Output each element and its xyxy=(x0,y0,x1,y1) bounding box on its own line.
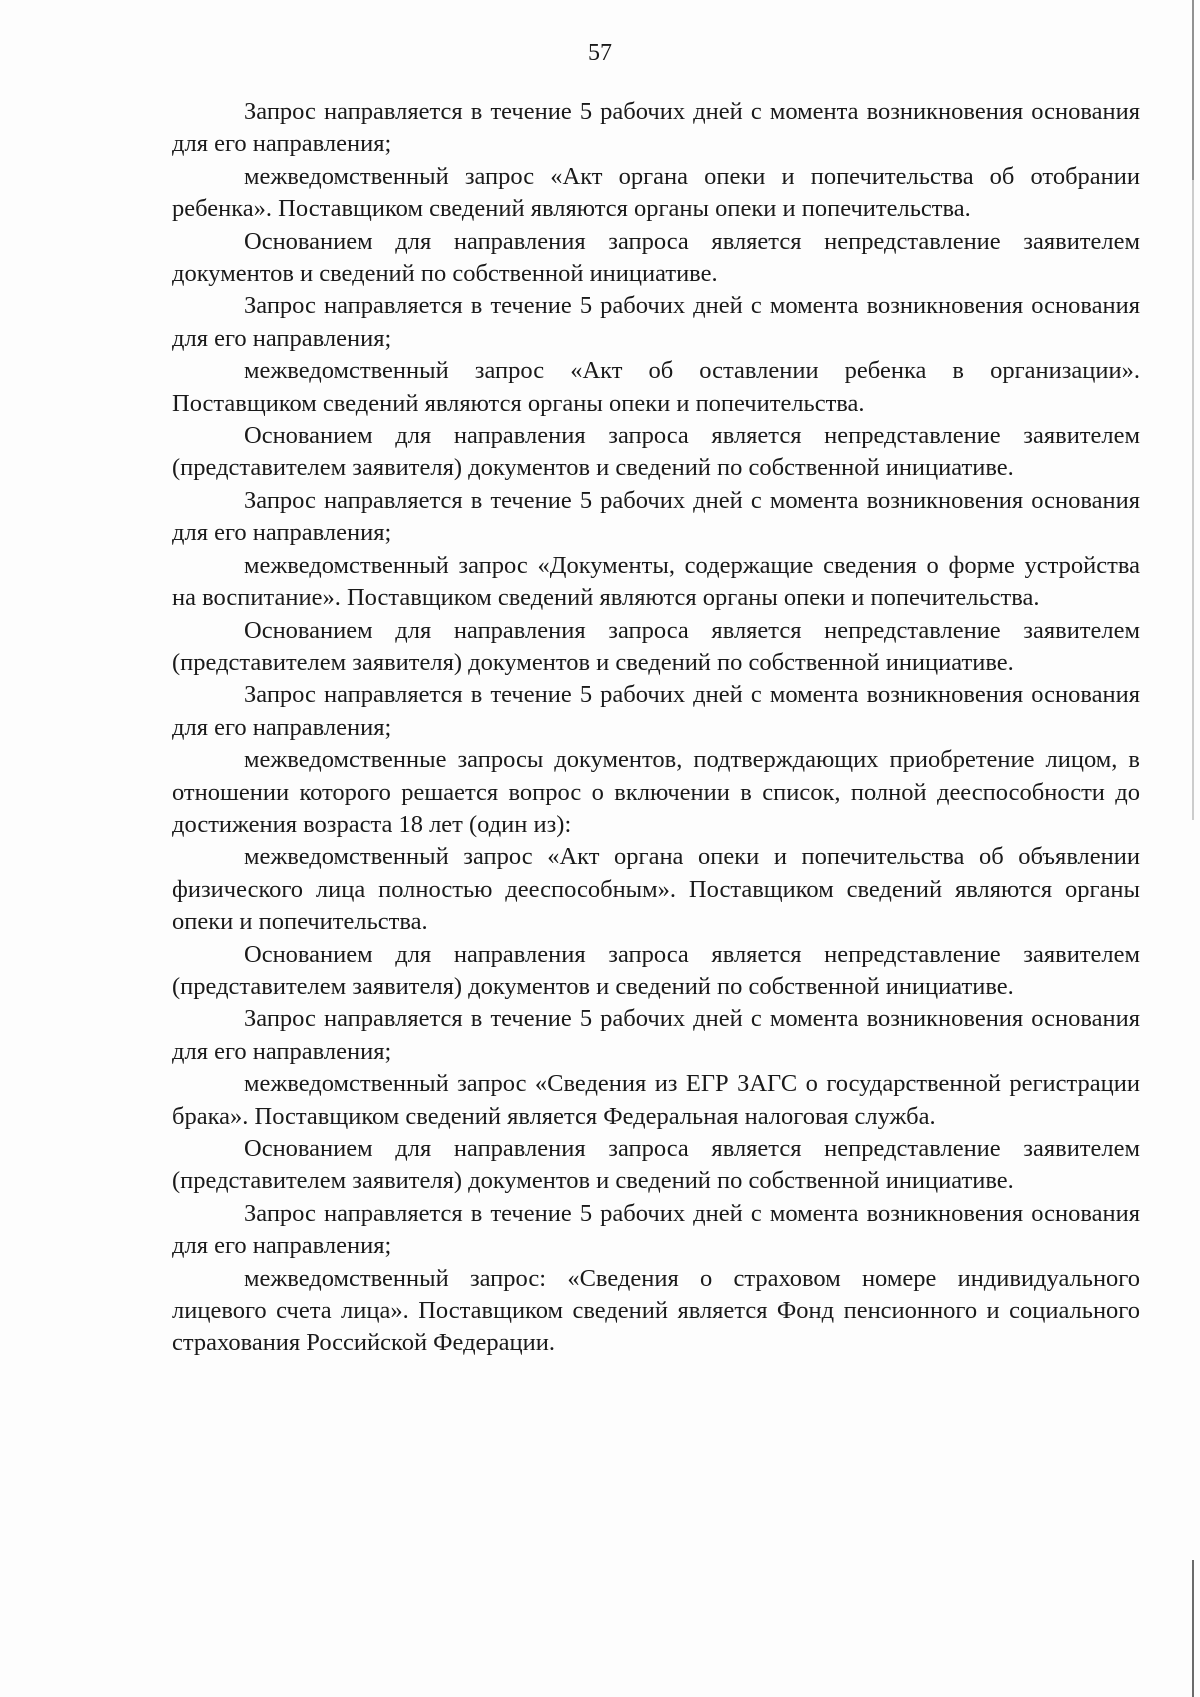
paragraph: межведомственный запрос: «Сведения о страховом номере индивидуального лицевого счета лица». Поставщиком сведений является Фонд пенсионного и социального страхования Российской Федерации. xyxy=(172,1264,1140,1357)
paragraph: Запрос направляется в течение 5 рабочих дней с момента возникновения основания для его направления; xyxy=(172,1005,1140,1065)
paragraph: межведомственный запрос «Документы, содержащие сведения о форме устройства на воспитание». Поставщиком сведений являются органы опеки и попечительства. xyxy=(172,551,1140,612)
paragraph: межведомственный запрос «Акт об оставлении ребенка в организации». Поставщиком сведений являются органы опеки и попечительства. xyxy=(172,357,1140,417)
paragraph: Запрос направляется в течение 5 рабочих дней с момента возникновения основания для его направления; xyxy=(172,681,1140,741)
scan-edge-mark xyxy=(1192,0,1194,180)
paragraph: межведомственный запрос «Акт органа опеки и попечительства об отобрании ребенка». Поставщиком сведений являются органы опеки и попечительства. xyxy=(172,162,1140,223)
paragraph: Запрос направляется в течение 5 рабочих дней с момента возникновения основания для его направления; xyxy=(172,1199,1140,1260)
paragraph: межведомственные запросы документов, подтверждающих приобретение лицом, в отношении которого решается вопрос о включении в список, полной дееспособности до достижения возраста 18 лет (один из): xyxy=(172,746,1140,838)
paragraph: межведомственный запрос «Сведения из ЕГР ЗАГС о государственной регистрации брака». Поставщиком сведений является Федеральная налоговая служба. xyxy=(172,1070,1140,1130)
paragraph: Основанием для направления запроса является непредставление заявителем (представителем заявителя) документов и сведений по собственной инициативе. xyxy=(172,422,1140,482)
paragraph: Основанием для направления запроса является непредставление заявителем (представителем заявителя) документов и сведений по собственной инициативе. xyxy=(172,1135,1140,1195)
paragraph: Запрос направляется в течение 5 рабочих дней с момента возникновения основания для его направления; xyxy=(172,98,1140,158)
document-body xyxy=(172,96,1140,1360)
scan-edge-mark xyxy=(1192,180,1194,820)
paragraph: межведомственный запрос «Акт органа опеки и попечительства об объявлении физического лица полностью дееспособным». Поставщиком сведений являются органы опеки и попечительства. xyxy=(172,843,1140,936)
paragraph: Запрос направляется в течение 5 рабочих дней с момента возникновения основания для его направления; xyxy=(172,292,1140,352)
paragraph: Запрос направляется в течение 5 рабочих дней с момента возникновения основания для его направления; xyxy=(172,486,1140,547)
page-number: 57 xyxy=(588,40,612,66)
paragraph: Основанием для направления запроса является непредставление заявителем (представителем заявителя) документов и сведений по собственной инициативе. xyxy=(172,940,1140,1000)
scan-edge-mark xyxy=(1192,1560,1194,1697)
paragraph: Основанием для направления запроса является непредставление заявителем документов и сведений по собственной инициативе. xyxy=(172,227,1140,288)
paragraph: Основанием для направления запроса является непредставление заявителем (представителем заявителя) документов и сведений по собственной инициативе. xyxy=(172,616,1140,676)
